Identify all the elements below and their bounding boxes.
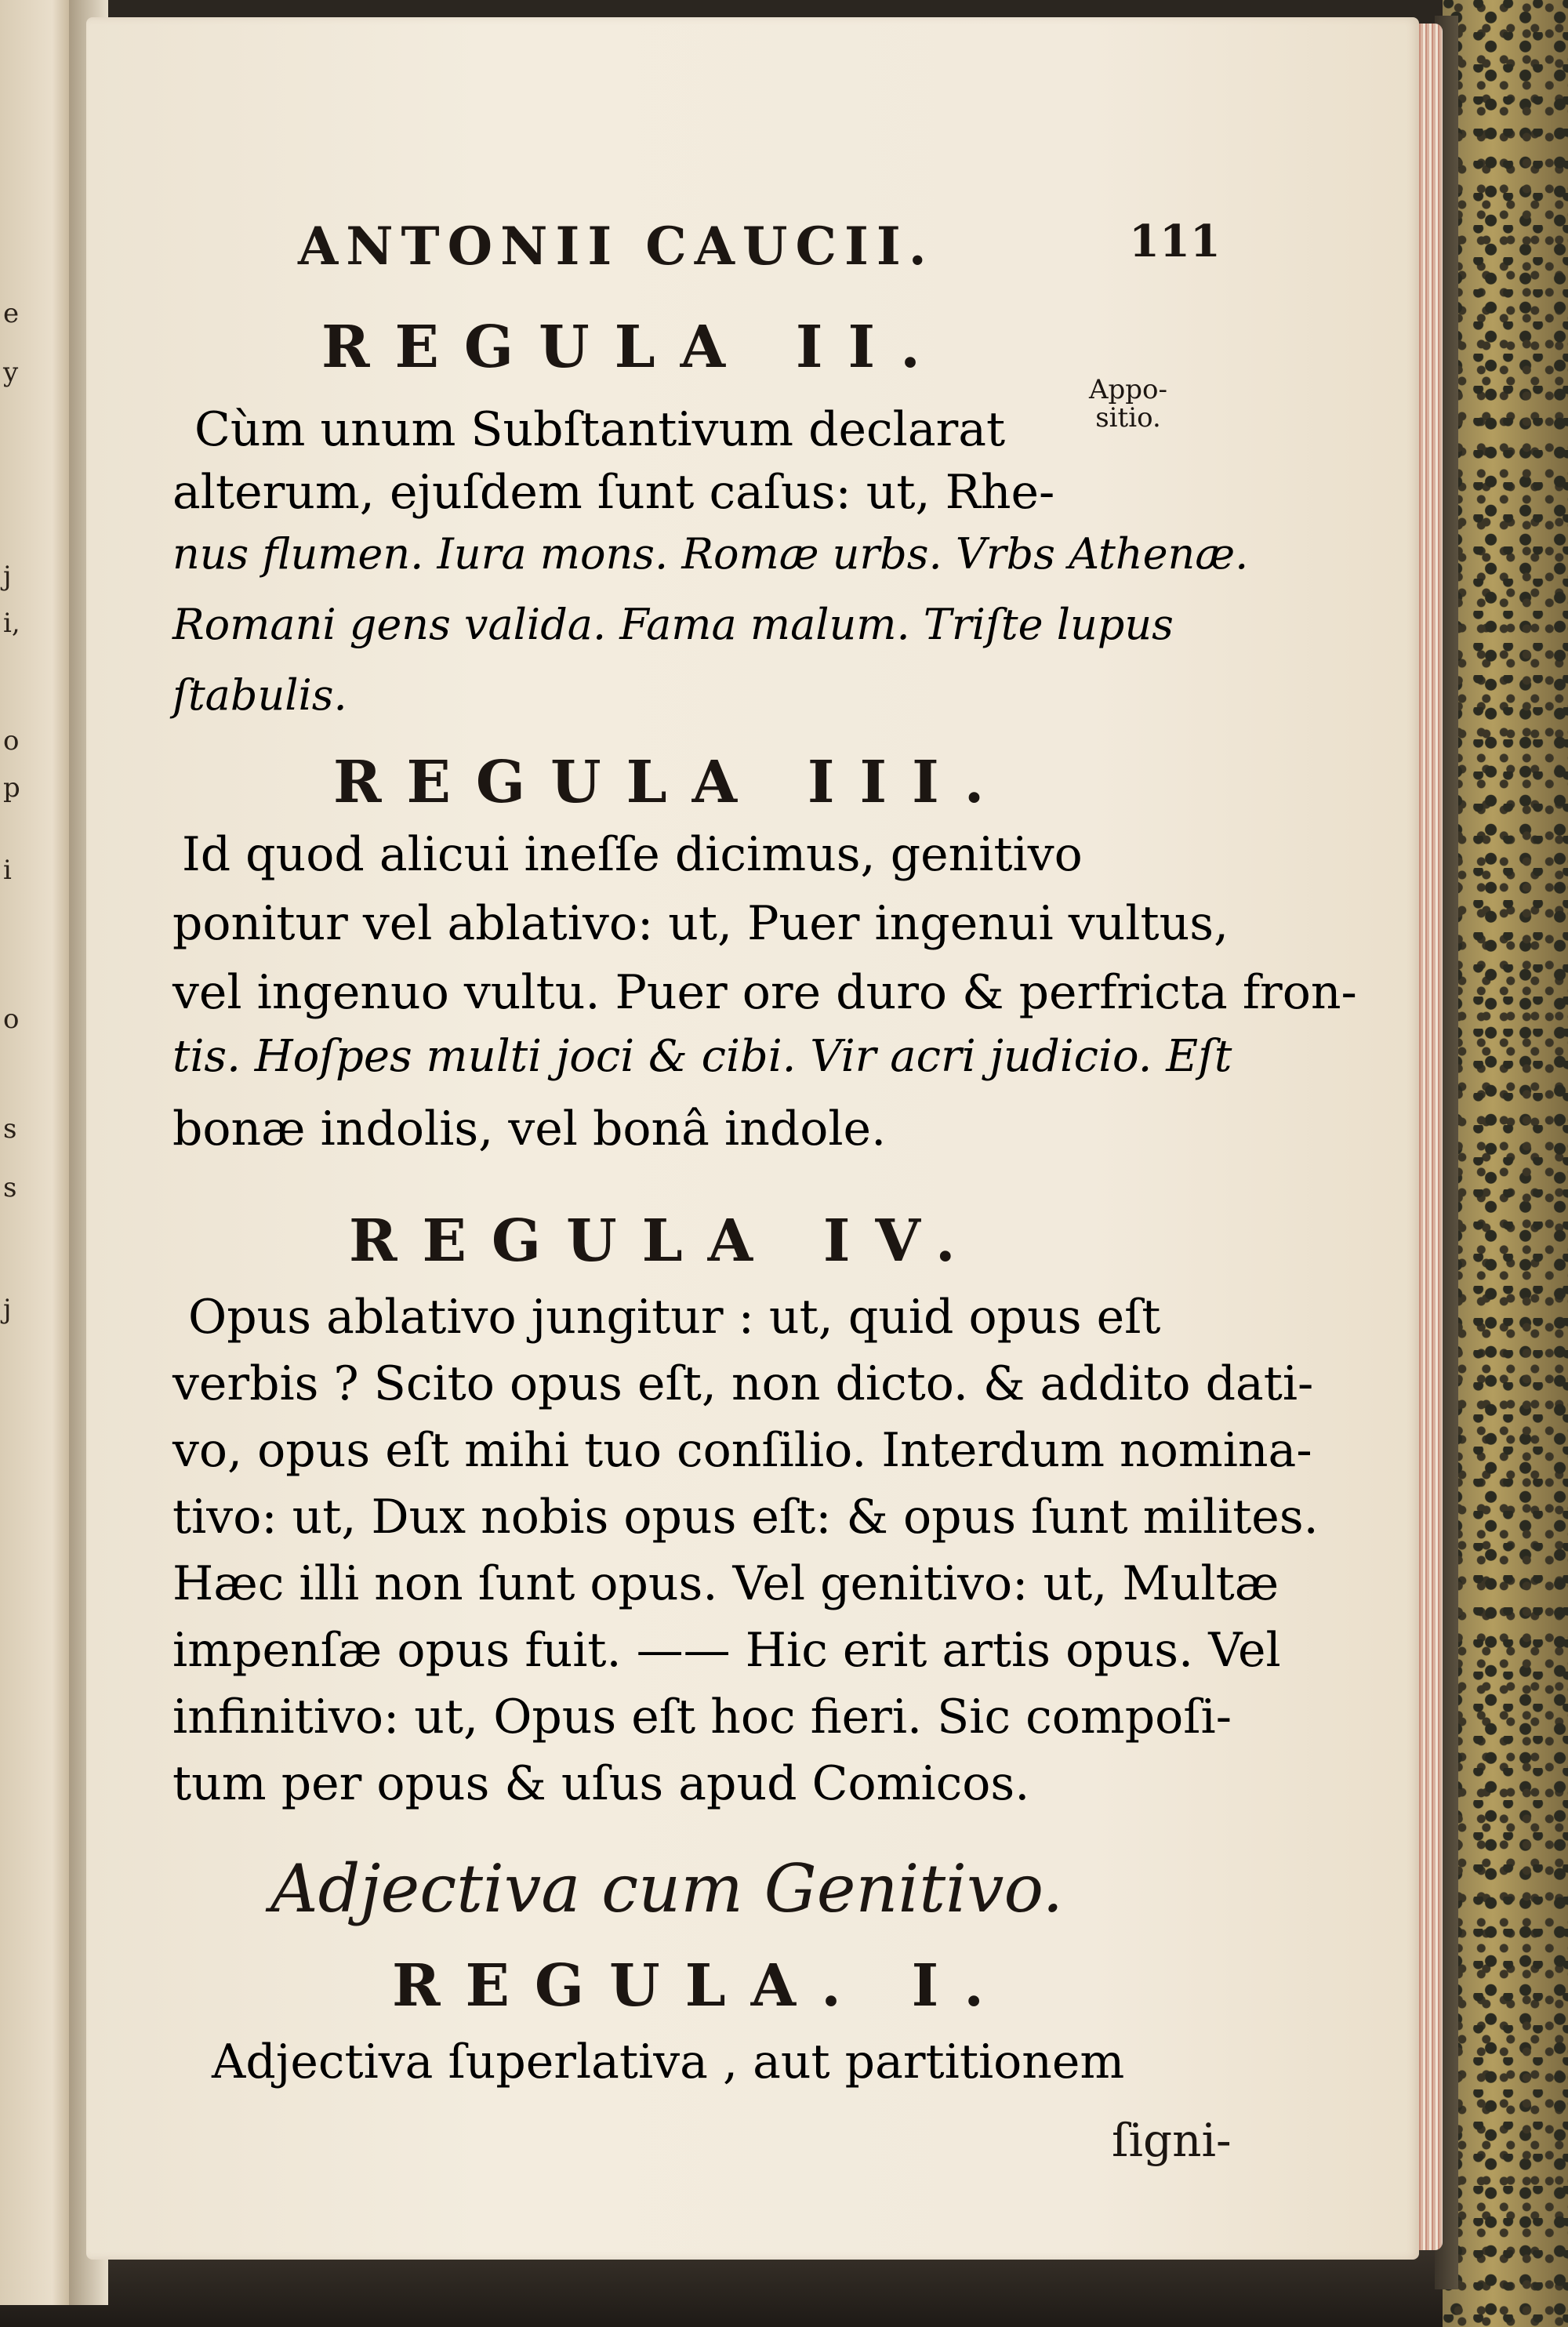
regula-4-line: tivo: ut, Dux nobis opus eſt: & opus ſunt milites.	[172, 1490, 1319, 1545]
facing-page-sliver	[0, 0, 74, 2305]
regula-4-heading: REGULA IV.	[349, 1207, 981, 1275]
running-head: ANTONII CAUCII.	[298, 216, 935, 277]
regula-4-line: tum per opus & uſus apud Comicos.	[172, 1756, 1030, 1811]
regula-2-line: alterum, ejuſdem ſunt caſus: ut, Rhe-	[172, 465, 1055, 520]
fragment-char: s	[3, 1172, 17, 1203]
regula-4-line: infinitivo: ut, Opus eſt hoc fieri. Sic compoſi-	[172, 1690, 1232, 1744]
page-number: 111	[1129, 216, 1221, 267]
fragment-char: s	[3, 1113, 17, 1145]
adjectiva-regula-heading: REGULA. I.	[392, 1952, 1009, 2020]
fragment-char: i	[3, 855, 12, 886]
fragment-char: o	[3, 1004, 20, 1035]
regula-4-line: Hæc illi non ſunt opus. Vel genitivo: ut, Multæ	[172, 1556, 1279, 1611]
regula-4-line: vo, opus eſt mihi tuo conſilio. Interdum nomina-	[172, 1423, 1312, 1478]
marbled-cover	[1443, 0, 1568, 2327]
fragment-char: j	[3, 1294, 12, 1325]
margin-note-appositio: Appo-sitio.	[1088, 374, 1168, 434]
regula-2-line: Cùm unum Subſtantivum declarat	[194, 402, 1006, 457]
regula-4-line: impenſæ opus fuit. —— Hic erit artis opus. Vel	[172, 1623, 1281, 1678]
section-heading: Adjectiva cum Genitivo.	[270, 1850, 1064, 1927]
fragment-char: y	[3, 357, 19, 388]
regula-3-line: Id quod alicui ineſſe dicimus, genitivo	[182, 827, 1083, 882]
fragment-char: j	[3, 561, 12, 592]
regula-2-line: Romani gens valida. Fama malum. Triſte lupus	[172, 600, 1174, 649]
fragment-char: o	[3, 725, 20, 757]
regula-3-line: vel ingenuo vultu. Puer ore duro & perfricta fron-	[172, 965, 1357, 1020]
regula-3-line: tis. Hoſpes multi joci & cibi. Vir acri judicio. Eſt	[172, 1031, 1232, 1082]
fragment-char: p	[3, 772, 20, 804]
regula-4-line: Opus ablativo jungitur : ut, quid opus eſt	[188, 1290, 1161, 1345]
regula-2-line: nus flumen. Iura mons. Romæ urbs. Vrbs Athenæ.	[172, 529, 1249, 579]
regula-3-heading: REGULA III.	[333, 749, 1010, 816]
regula-2-line: ſtabulis.	[172, 670, 347, 720]
adjectiva-line: Adjectiva ſuperlativa , aut partitionem	[212, 2035, 1125, 2089]
regula-2-heading: REGULA II.	[321, 314, 946, 381]
fragment-char: i,	[3, 608, 20, 639]
catchword: ſigni-	[1112, 2114, 1232, 2167]
regula-3-line: bonæ indolis, vel bonâ indole.	[172, 1102, 887, 1156]
regula-4-line: verbis ? Scito opus eſt, non dicto. & addito dati-	[172, 1356, 1314, 1411]
regula-3-line: ponitur vel ablativo: ut, Puer ingenui vultus,	[172, 896, 1229, 951]
fragment-char: e	[3, 298, 20, 329]
